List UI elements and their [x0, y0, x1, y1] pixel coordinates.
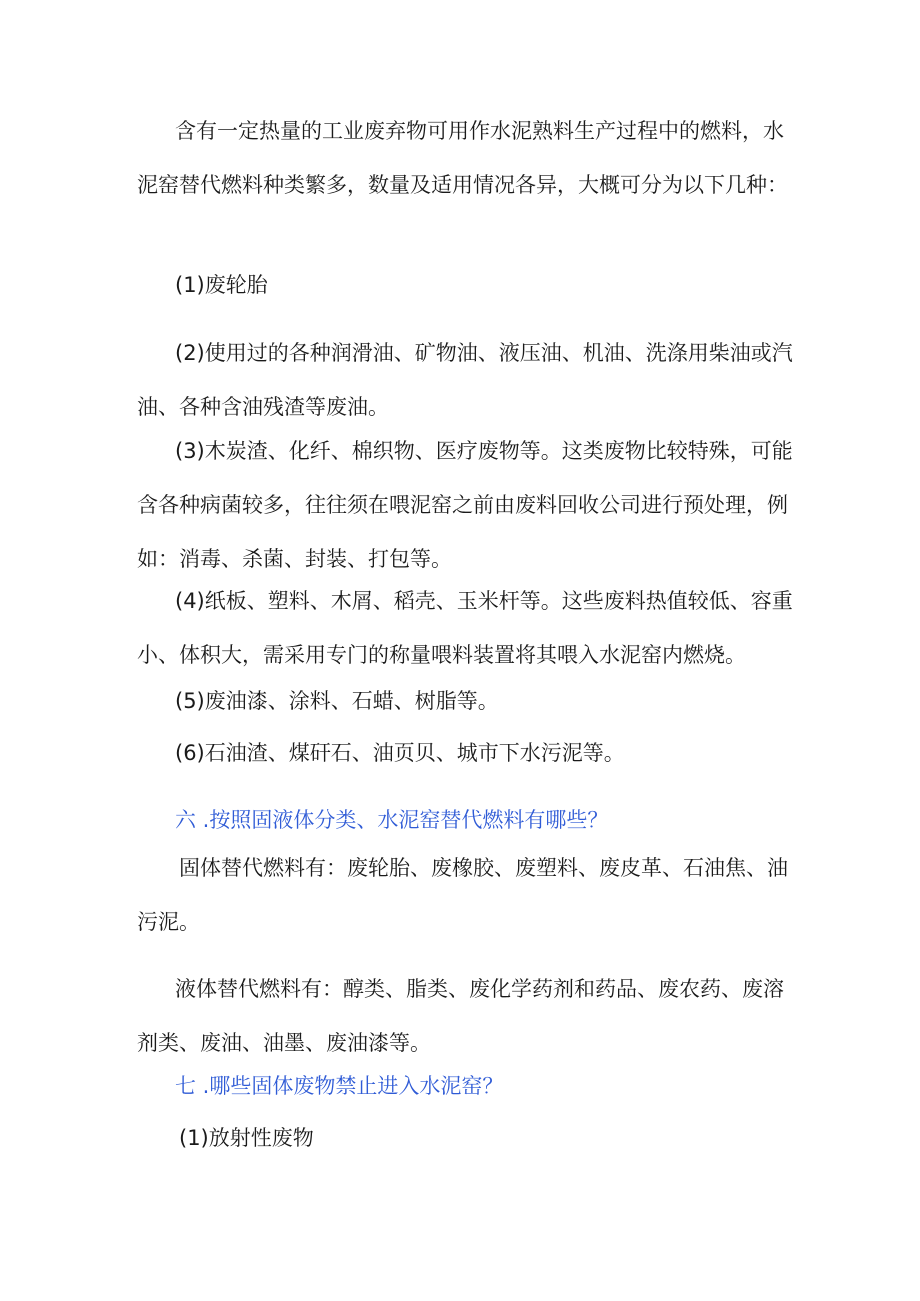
- list-item-2: (2)使用过的各种润滑油、矿物油、液压油、机油、洗涤用柴油或汽油、各种含油残渣等废油。: [137, 341, 793, 419]
- solid-fuels-paragraph: 固体替代燃料有：废轮胎、废橡胶、废塑料、废皮革、石油焦、油污泥。: [137, 856, 788, 934]
- intro-paragraph: 含有一定热量的工业废弃物可用作水泥熟料生产过程中的燃料，水泥窑替代燃料种类繁多，数量及适用情况各异，大概可分为以下几种：: [137, 119, 788, 197]
- section-6-heading: 六 .按照固液体分类、水泥窑替代燃料有哪些？: [175, 808, 609, 832]
- list-item-3: (3)木炭渣、化纤、棉织物、医疗废物等。这类废物比较特殊，可能含各种病菌较多，往往须在喂泥窑之前由废料回收公司进行预处理，例如：消毒、杀菌、封装、打包等。: [137, 439, 793, 571]
- liquid-fuels-paragraph: 液体替代燃料有：醇类、脂类、废化学药剂和药品、废农药、废溶剂类、废油、油墨、废油漆等。: [137, 977, 784, 1055]
- section-7-item-1: (1)放射性废物: [179, 1126, 314, 1150]
- list-item-4: (4)纸板、塑料、木屑、稻壳、玉米杆等。这些废料热值较低、容重小、体积大，需采用专门的称量喂料装置将其喂入水泥窑内燃烧。: [137, 589, 793, 667]
- list-item-5: (5)废油漆、涂料、石蜡、树脂等。: [175, 689, 499, 713]
- section-7-heading: 七 .哪些固体废物禁止进入水泥窑？: [175, 1074, 504, 1098]
- list-item-1: (1)废轮胎: [175, 273, 268, 297]
- list-item-6: (6)石油渣、煤矸石、油页贝、城市下水污泥等。: [175, 741, 625, 765]
